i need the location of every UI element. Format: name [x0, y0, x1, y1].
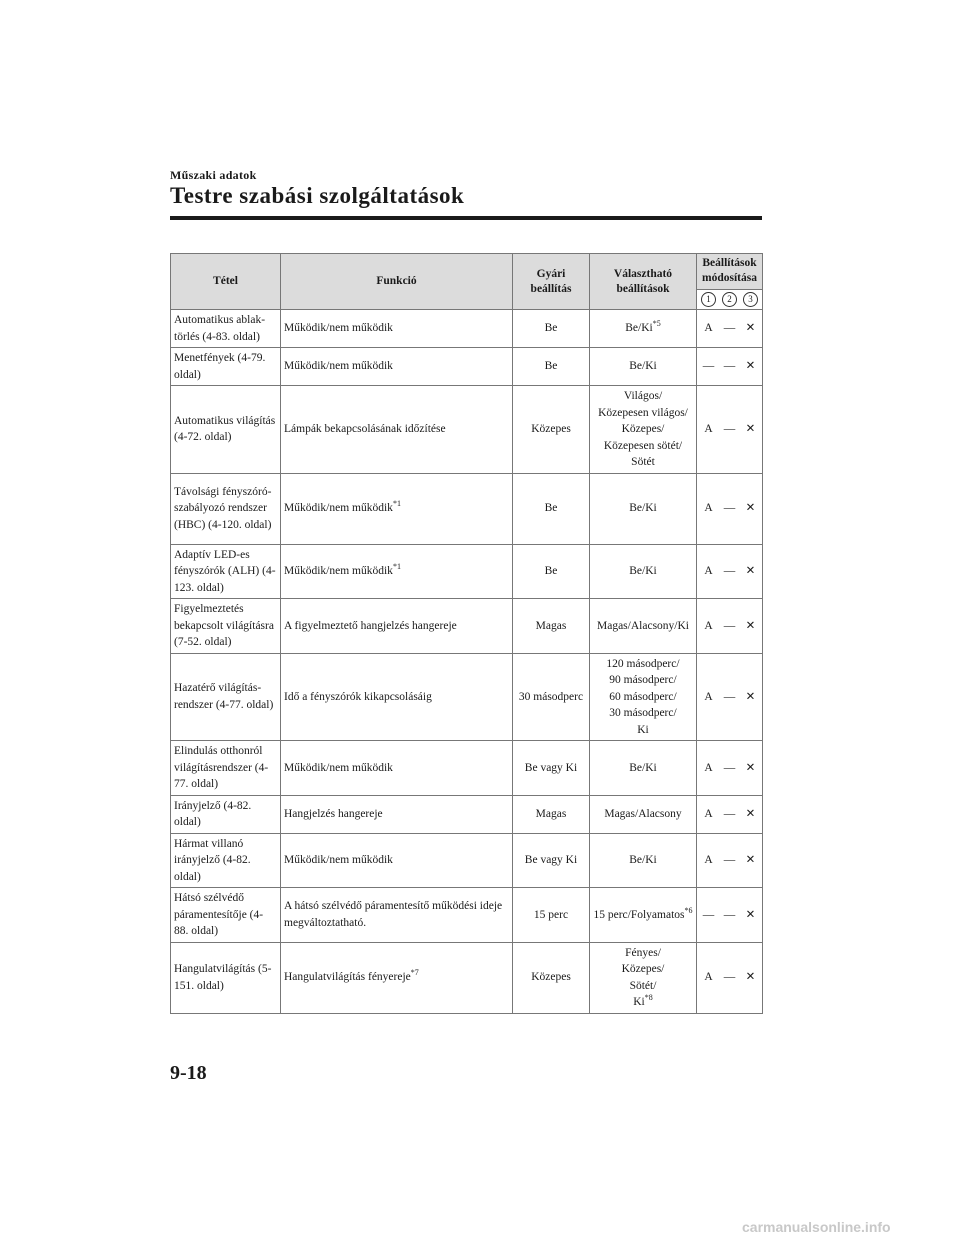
not-available-icon: ✕ [745, 502, 756, 515]
cell-item: Hármat villanó irányjelző (4-82. oldal) [171, 833, 281, 888]
method-mark: A [704, 322, 713, 335]
dash-mark: — [702, 908, 715, 921]
table-row [171, 348, 763, 386]
cell-selectable: 15 perc/Folyamatos$^{*6}$ [590, 888, 697, 943]
cell-modification [697, 795, 763, 833]
method-mark: A [704, 807, 713, 820]
method-mark: A [704, 971, 713, 984]
dash-mark: — [723, 908, 736, 921]
table-row [171, 473, 763, 544]
col-header-selectable: Választható beállítások [590, 254, 697, 310]
footnote-marker: *7 [410, 968, 419, 978]
watermark: carmanualsonline.info [742, 1219, 891, 1235]
cell-function: A hátsó szélvédő páramentesítő működési ideje megváltoztatható. [281, 888, 513, 943]
cell-default: Be [513, 348, 590, 386]
cell-item: Hátsó szélvédő páramentesítője (4-88. oldal) [171, 888, 281, 943]
page-title: Testre szabási szolgáltatások [170, 183, 465, 208]
not-available-icon: ✕ [745, 690, 756, 703]
not-available-icon: ✕ [745, 619, 756, 632]
cell-function: Működik/nem működik [281, 741, 513, 796]
method-mark: A [704, 565, 713, 577]
footnote-marker: *6 [684, 905, 693, 915]
cell-function: Működik/nem működik [281, 348, 513, 386]
cell-selectable: Be/Ki [590, 741, 697, 796]
footnote-marker: *5 [652, 319, 661, 329]
table-row [171, 795, 763, 833]
footnote-marker: *8 [644, 993, 653, 1003]
cell-modification [697, 653, 763, 741]
col-header-function: Funkció [281, 254, 513, 310]
not-available-icon: ✕ [745, 761, 756, 774]
table-header-row [171, 254, 763, 310]
cell-item: Automatikus ablak-törlés (4-83. oldal) [171, 310, 281, 348]
modification-methods [697, 289, 762, 309]
cell-modification [697, 473, 763, 544]
cell-function: Lámpák bekapcsolásának időzítése [281, 386, 513, 474]
not-available-icon: ✕ [745, 908, 756, 921]
table-row [171, 833, 763, 888]
section-label: Műszaki adatok [170, 168, 257, 182]
cell-default: Be [513, 473, 590, 544]
cell-item: Menetfények (4-79. oldal) [171, 348, 281, 386]
not-available-icon: ✕ [745, 360, 756, 373]
modification-label: Beállítások módosítása [702, 257, 757, 284]
dash-mark: — [723, 971, 736, 984]
cell-default: 30 másodperc [513, 653, 590, 741]
method-mark: A [704, 423, 713, 435]
cell-modification [697, 310, 763, 348]
table-row [171, 544, 763, 599]
not-available-icon: ✕ [745, 807, 756, 820]
dash-mark: — [723, 807, 736, 820]
customization-table [170, 253, 763, 1014]
cell-modification [697, 386, 763, 474]
footnote-marker: *1 [392, 562, 401, 572]
method-1-icon: 1 [701, 292, 716, 307]
dash-mark: — [723, 690, 736, 703]
page-number: 9-18 [170, 1062, 207, 1084]
table-row [171, 942, 763, 1013]
not-available-icon: ✕ [745, 971, 756, 984]
cell-selectable: Fényes/ Közepes/ Sötét/ Ki$^{*8}$ [590, 942, 697, 1013]
cell-function: Működik/nem működik$^{*1}$ [281, 473, 513, 544]
cell-function: Idő a fényszórók kikapcsolásáig [281, 653, 513, 741]
table-row [171, 888, 763, 943]
col-header-default: Gyári beállítás [513, 254, 590, 310]
cell-function: Hangulatvilágítás fényereje$^{*7}$ [281, 942, 513, 1013]
cell-item: Elindulás otthonról világításrendszer (4-77. oldal) [171, 741, 281, 796]
cell-default: Be [513, 310, 590, 348]
cell-default: Magas [513, 599, 590, 654]
cell-modification [697, 544, 763, 599]
method-mark: A [704, 761, 713, 774]
title-rule [170, 216, 762, 220]
dash-mark: — [723, 565, 736, 577]
cell-modification [697, 348, 763, 386]
dash-mark: — [723, 322, 736, 335]
method-mark: A [704, 619, 713, 632]
cell-selectable: Be/Ki [590, 348, 697, 386]
cell-function: Működik/nem működik [281, 833, 513, 888]
col-header-item: Tétel [171, 254, 281, 310]
dash-mark: — [723, 854, 736, 866]
col-header-modification [697, 254, 763, 310]
cell-selectable: Magas/Alacsony [590, 795, 697, 833]
cell-modification [697, 599, 763, 654]
not-available-icon: ✕ [745, 423, 756, 435]
cell-item: Irányjelző (4-82. oldal) [171, 795, 281, 833]
cell-function: Hangjelzés hangereje [281, 795, 513, 833]
cell-modification [697, 741, 763, 796]
cell-item: Adaptív LED-es fényszórók (ALH) (4-123. oldal) [171, 544, 281, 599]
method-mark: A [704, 854, 713, 866]
dash-mark: — [723, 761, 736, 774]
cell-default: Be [513, 544, 590, 599]
not-available-icon: ✕ [745, 565, 756, 577]
cell-selectable: Világos/ Közepesen világos/ Közepes/ Közepesen sötét/ Sötét [590, 386, 697, 474]
table-row [171, 386, 763, 474]
dash-mark: — [723, 360, 736, 373]
cell-default: 15 perc [513, 888, 590, 943]
table-row [171, 653, 763, 741]
cell-item: Hangulatvilágítás (5-151. oldal) [171, 942, 281, 1013]
table-row [171, 310, 763, 348]
cell-item: Távolsági fényszóró-szabályozó rendszer (HBC) (4-120. oldal) [171, 473, 281, 544]
cell-default: Be vagy Ki [513, 833, 590, 888]
method-mark: A [704, 502, 713, 515]
footnote-marker: *1 [392, 499, 401, 509]
cell-selectable: Be/Ki [590, 833, 697, 888]
cell-selectable: Be/Ki [590, 473, 697, 544]
cell-item: Automatikus világítás (4-72. oldal) [171, 386, 281, 474]
cell-modification [697, 833, 763, 888]
dash-mark: — [723, 423, 736, 435]
cell-selectable: Be/Ki [590, 544, 697, 599]
cell-modification [697, 942, 763, 1013]
cell-selectable: 120 másodperc/ 90 másodperc/ 60 másodperc/ 30 másodperc/ Ki [590, 653, 697, 741]
dash-mark: — [702, 360, 715, 373]
method-2-icon: 2 [722, 292, 737, 307]
cell-function: Működik/nem működik$^{*1}$ [281, 544, 513, 599]
table-row [171, 741, 763, 796]
cell-function: A figyelmeztető hangjelzés hangereje [281, 599, 513, 654]
cell-function: Működik/nem működik [281, 310, 513, 348]
cell-default: Be vagy Ki [513, 741, 590, 796]
cell-default: Közepes [513, 386, 590, 474]
cell-default: Magas [513, 795, 590, 833]
method-3-icon: 3 [743, 292, 758, 307]
method-mark: A [704, 690, 713, 703]
dash-mark: — [723, 502, 736, 515]
cell-selectable: Magas/Alacsony/Ki [590, 599, 697, 654]
cell-item: Figyelmeztetés bekapcsolt világításra (7-52. oldal) [171, 599, 281, 654]
not-available-icon: ✕ [745, 854, 756, 866]
cell-default: Közepes [513, 942, 590, 1013]
cell-selectable: Be/Ki$^{*5}$ [590, 310, 697, 348]
dash-mark: — [723, 619, 736, 632]
cell-item: Hazatérő világítás-rendszer (4-77. oldal) [171, 653, 281, 741]
table-row [171, 599, 763, 654]
not-available-icon: ✕ [745, 322, 756, 335]
cell-modification [697, 888, 763, 943]
